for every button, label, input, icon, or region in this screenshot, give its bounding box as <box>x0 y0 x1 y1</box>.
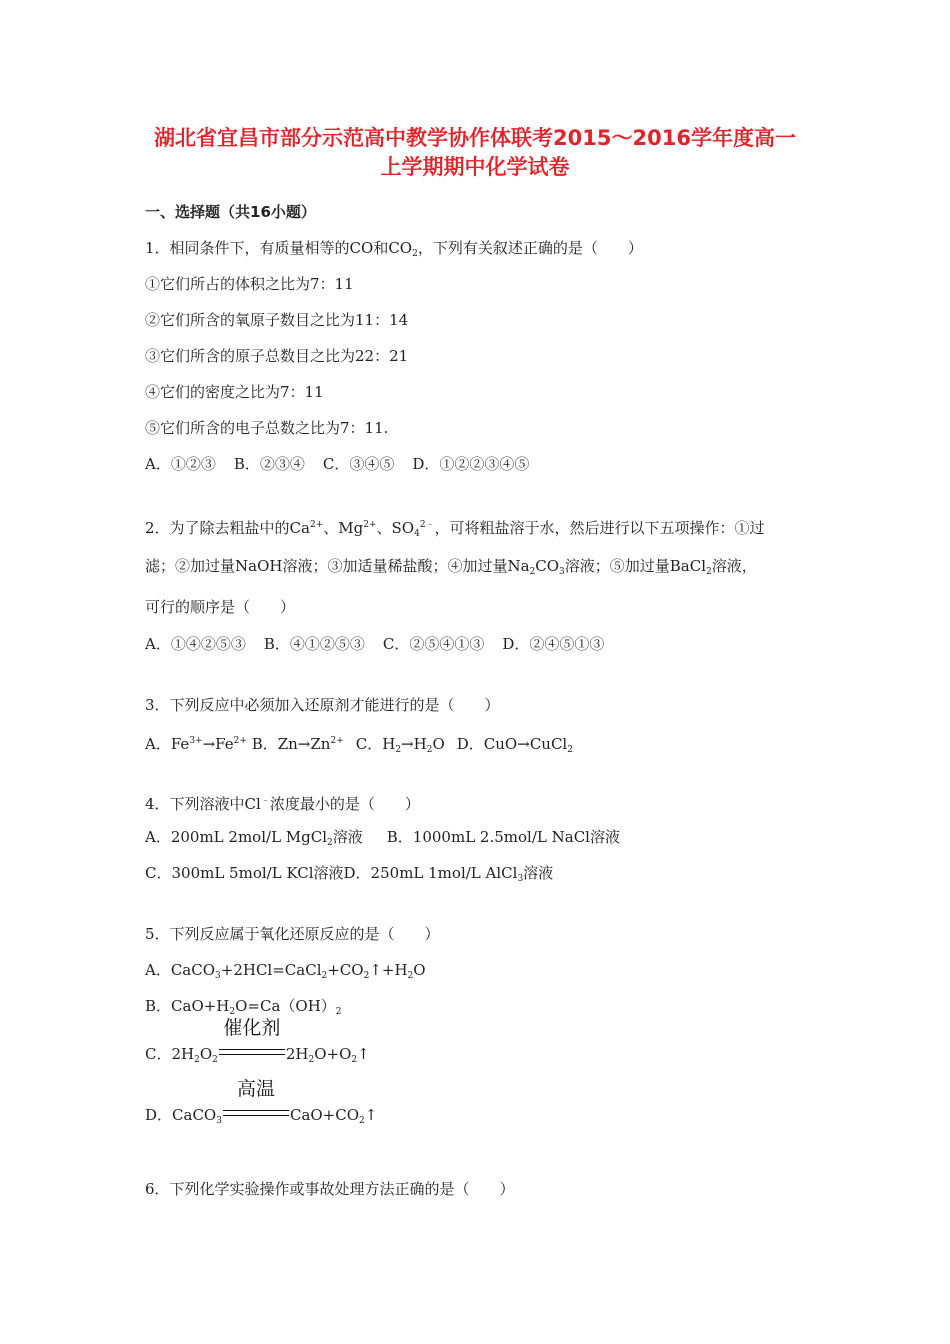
arrow-icon: → <box>517 735 530 753</box>
question-5-option-a: A．$CaCO_3+2HCl=CaCl_2+CO_2↑+H_2O$ <box>145 961 426 981</box>
question-4-stem: 4．下列溶液中Cl﹣浓度最小的是（ ） <box>145 795 420 813</box>
question-1-item-4: ④它们的密度之比为7：11 <box>145 383 324 401</box>
question-3-option-a: A．$Fe^{3+}\to Fe^{2+}$ <box>145 735 247 753</box>
question-2-stem-line-2: 滤；②加过量NaOH溶液；③加适量稀盐酸；④加过量$Na_2CO_3$溶液；⑤加过量BaCl$_2$溶液， <box>145 557 757 577</box>
question-4-option-a: A．200mL 2mol/L MgCl$_2$溶液 <box>145 828 363 848</box>
section-heading: 一、选择题（共16小题） <box>145 203 316 221</box>
exam-title-line-2: 上学期期中化学试卷 <box>380 155 570 179</box>
question-2-option-a: A．①④②⑤③ <box>145 635 246 653</box>
question-4-options-row-2 <box>145 863 553 889</box>
exam-title-line-1: 湖北省宜昌市部分示范高中教学协作体联考2015～2016学年度高一 <box>154 126 796 150</box>
question-5-stem: 5．下列反应属于氧化还原反应的是（ ） <box>145 925 440 943</box>
question-1-item-1: ①它们所占的体积之比为7：11 <box>145 275 354 293</box>
question-5-option-d: D．CaCO$_3$ 高温 $CaO+CO_2↑$ <box>145 1078 378 1126</box>
reaction-condition-catalyst: 催化剂 <box>219 1044 285 1064</box>
question-1-options <box>145 454 547 474</box>
question-2-option-c: C．②⑤④①③ <box>382 635 485 653</box>
question-1-item-2: ②它们所含的氧原子数目之比为11：14 <box>145 311 409 329</box>
question-4-option-d: D．250mL 1mol/L AlCl$_3$溶液 <box>343 864 554 884</box>
question-6-stem: 6．下列化学实验操作或事故处理方法正确的是（ ） <box>145 1180 515 1198</box>
question-5-option-c: C．$2H_2O_2$ 催化剂 $2H_2O+O_2↑$ <box>145 1017 370 1065</box>
question-3-option-b: B．$Zn\to Zn^{2+}$ <box>246 735 344 753</box>
question-4-option-b: B．1000mL 2.5mol/L NaCl溶液 <box>386 828 620 846</box>
question-4-option-c: C．300mL 5mol/L KCl溶液 <box>145 864 344 882</box>
question-1-option-d: D．①②②③④⑤ <box>412 455 530 473</box>
equals-double-line <box>219 1049 285 1055</box>
question-3-option-c: C．$H_2\to H_2O$ <box>355 735 445 755</box>
equals-double-line <box>223 1110 289 1116</box>
reaction-condition-high-temp: 高温 <box>223 1105 289 1125</box>
question-5-option-b: B．$CaO+H_2O=Ca(OH)_2$ <box>145 997 342 1017</box>
question-1-option-b: B．②③④ <box>233 455 305 473</box>
question-1-item-3: ③它们所含的原子总数目之比为22：21 <box>145 347 409 365</box>
question-2-options <box>145 634 622 654</box>
question-2-option-d: D．②④⑤①③ <box>502 635 605 653</box>
question-2-stem-line-3: 可行的顺序是（ ） <box>145 598 296 616</box>
question-1-item-5: ⑤它们所含的电子总数之比为7：11. <box>145 419 389 437</box>
question-2-option-b: B．④①②⑤③ <box>263 635 365 653</box>
question-4-options-row-1 <box>145 827 620 853</box>
arrow-icon: → <box>202 735 216 753</box>
question-3-option-d: D．CuO→CuCl$_2$ <box>456 735 573 755</box>
question-1-stem: 1．相同条件下，有质量相等的CO和$CO_2$，下列有关叙述正确的是（ ） <box>145 239 643 259</box>
question-3-options <box>145 731 573 760</box>
question-3-stem: 3．下列反应中必须加入还原剂才能进行的是（ ） <box>145 696 500 714</box>
question-1-option-a: A．①②③ <box>145 455 216 473</box>
arrow-icon: → <box>401 735 414 753</box>
question-1-option-c: C．③④⑤ <box>322 455 395 473</box>
question-2-stem-line-1: 2．为了除去粗盐中的$Ca^{2+}$、$Mg^{2+}$、$SO_4^{2﹣}$，可将粗盐溶于水，然后进行以下五项操作：①过 <box>145 519 765 539</box>
arrow-icon: → <box>297 735 311 753</box>
